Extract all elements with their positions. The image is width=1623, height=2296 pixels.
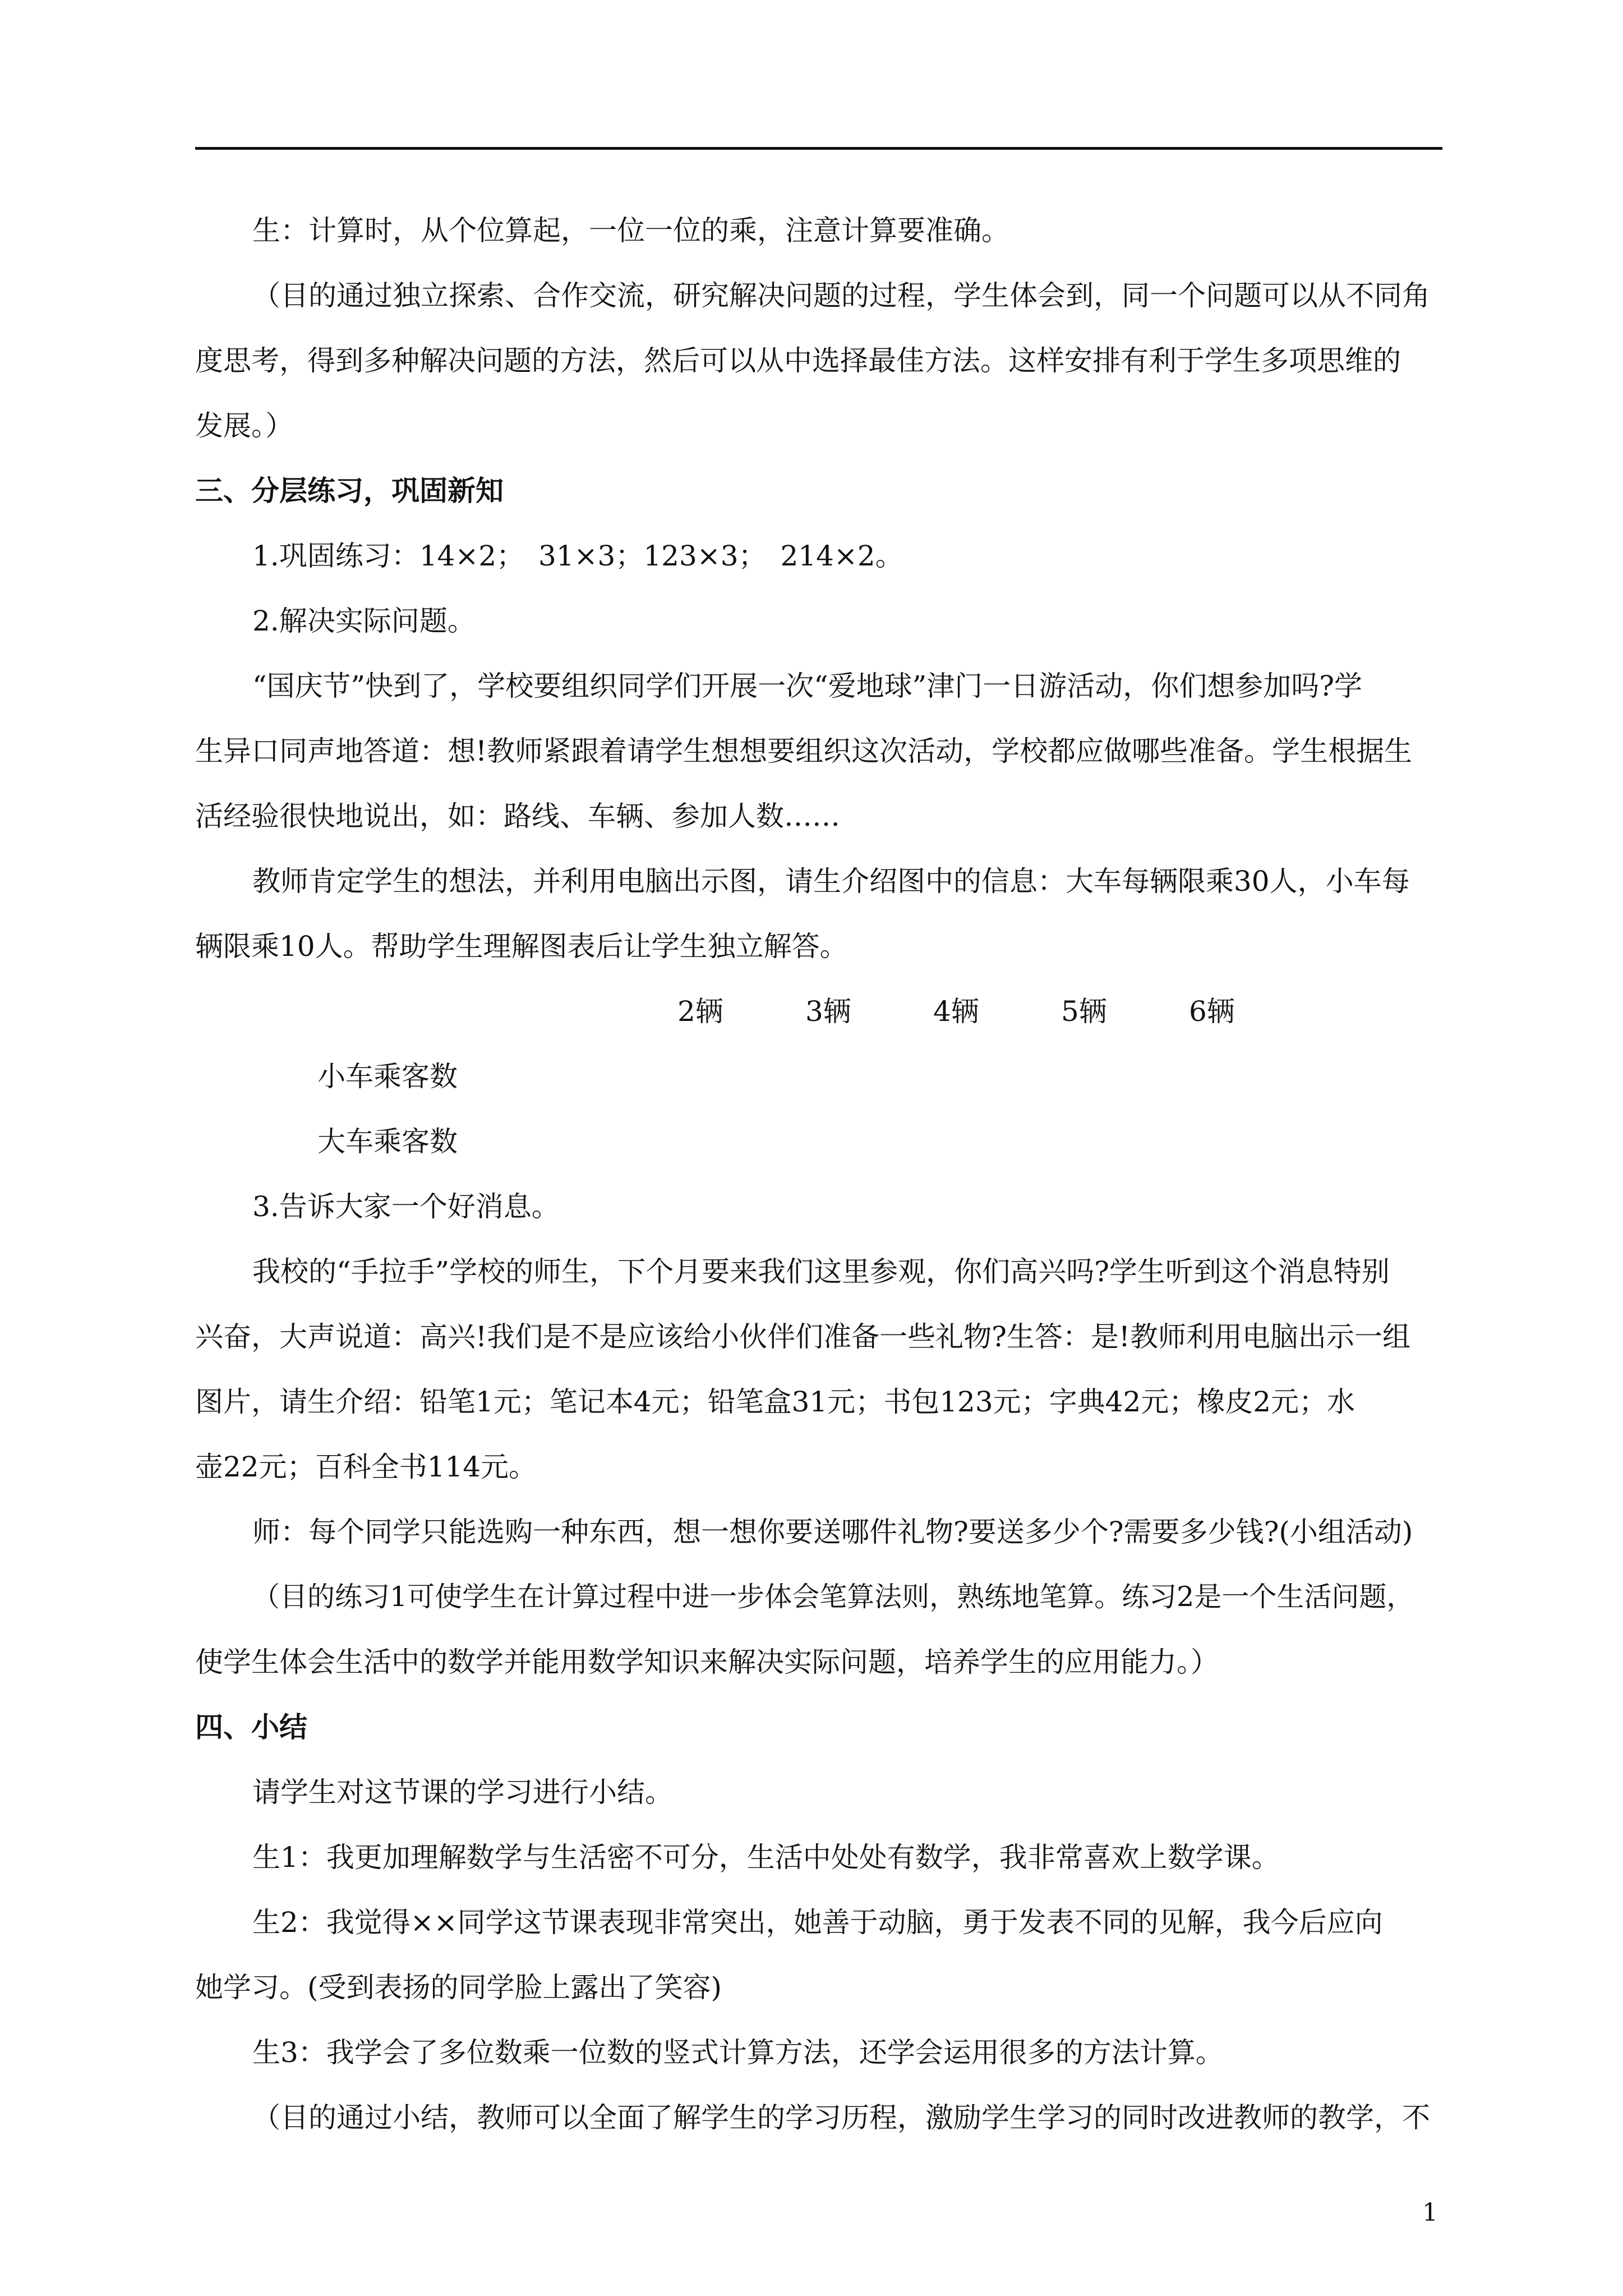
text-line: 生异口同声地答道：想!教师紧跟着请学生想想要组织这次活动，学校都应做哪些准备。学生根据生 [195,735,1413,767]
section-heading: 四、小结 [195,1710,307,1743]
page-number: 1 [1422,2198,1438,2227]
table-column-header: 2辆 [677,995,723,1028]
table-column-header: 5辆 [1061,995,1107,1028]
text-line: 活经验很快地说出，如：路线、车辆、参加人数…… [195,800,840,832]
section-heading: 三、分层练习，巩固新知 [195,474,504,507]
text-line: （目的通过小结，教师可以全面了解学生的学习历程，激励学生学习的同时改进教师的教学，不 [252,2101,1430,2134]
text-line: 图片，请生介绍：铅笔1元；笔记本4元；铅笔盒31元；书包123元；字典42元；橡皮2元；水 [195,1386,1355,1418]
text-line: 辆限乘10人。帮助学生理解图表后让学生独立解答。 [195,930,848,963]
text-line: （目的通过独立探索、合作交流，研究解决问题的过程，学生体会到，同一个问题可以从不同角 [252,279,1430,312]
text-line: 教师肯定学生的想法，并利用电脑出示图，请生介绍图中的信息：大车每辆限乘30人，小车每 [252,865,1410,898]
text-line: 兴奋，大声说道：高兴!我们是不是应该给小伙伴们准备一些礼物?生答：是!教师利用电脑出示一组 [195,1320,1410,1353]
table-row-label: 小车乘客数 [317,1060,458,1093]
text-line: 发展。） [195,409,293,442]
table-row-label: 大车乘客数 [317,1125,458,1158]
text-line: 生2：我觉得××同学这节课表现非常突出，她善于动脑，勇于发表不同的见解，我今后应向 [252,1906,1383,1939]
text-line: 度思考，得到多种解决问题的方法，然后可以从中选择最佳方法。这样安排有利于学生多项思维的 [195,344,1401,377]
table-column-header: 6辆 [1189,995,1235,1028]
text-line: “国庆节”快到了，学校要组织同学们开展一次“爱地球”津门一日游活动，你们想参加吗?学 [252,670,1363,702]
text-line: 生3：我学会了多位数乘一位数的竖式计算方法，还学会运用很多的方法计算。 [252,2036,1224,2069]
text-line: 使学生体会生活中的数学并能用数学知识来解决实际问题，培养学生的应用能力。） [195,1646,1219,1678]
table-column-header: 3辆 [805,995,851,1028]
table-column-header: 4辆 [933,995,979,1028]
text-line: （目的练习1可使学生在计算过程中进一步体会笔算法则，熟练地笔算。练习2是一个生活问题， [252,1581,1414,1613]
text-line: 3.告诉大家一个好消息。 [252,1190,560,1223]
text-line: 壶22元；百科全书114元。 [195,1451,537,1483]
text-line: 师：每个同学只能选购一种东西，想一想你要送哪件礼物?要送多少个?需要多少钱?(小组活动) [252,1516,1413,1548]
header-rule [195,147,1442,150]
text-line: 1.巩固练习：14×2； 31×3；123×3； 214×2。 [252,540,903,572]
text-line: 请学生对这节课的学习进行小结。 [252,1776,673,1809]
text-line: 2.解决实际问题。 [252,605,476,637]
text-line: 她学习。(受到表扬的同学脸上露出了笑容) [195,1971,722,2004]
text-line: 生：计算时，从个位算起，一位一位的乘，注意计算要准确。 [252,214,1009,247]
text-line: 我校的“手拉手”学校的师生，下个月要来我们这里参观，你们高兴吗?学生听到这个消息特别 [252,1255,1390,1288]
text-line: 生1：我更加理解数学与生活密不可分，生活中处处有数学，我非常喜欢上数学课。 [252,1841,1280,1874]
